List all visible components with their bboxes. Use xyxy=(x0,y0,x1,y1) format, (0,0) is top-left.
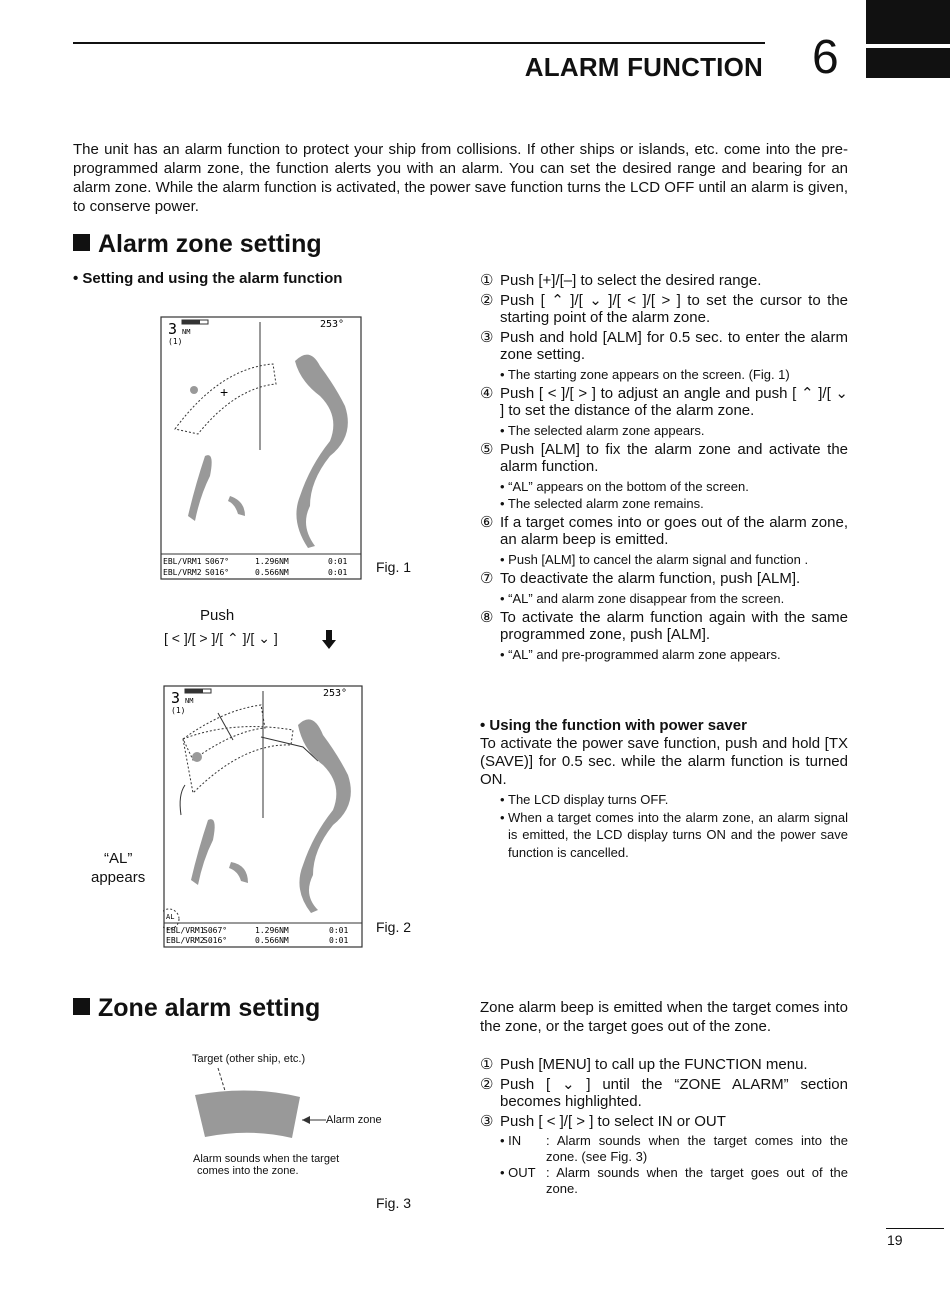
subheading-setting: • Setting and using the alarm function xyxy=(73,270,343,287)
step-3: ③ Push and hold [ALM] for 0.5 sec. to enter the alarm zone setting. xyxy=(480,329,848,363)
down-arrow-icon xyxy=(322,630,336,650)
power-saver-heading: • Using the function with power saver xyxy=(480,717,747,734)
range-value: 3 xyxy=(168,320,178,338)
zone-step-1: ① Push [MENU] to call up the FUNCTION menu. xyxy=(480,1056,808,1073)
ebl-vrm1-time: 0:01 xyxy=(329,926,349,935)
step-3-note: • The starting zone appears on the screen. (Fig. 1) xyxy=(500,367,790,382)
ebl-vrm1-distance: 1.296NM xyxy=(255,557,289,566)
step-7-note: • “AL” and alarm zone disappear from the screen. xyxy=(500,591,785,606)
ebl-vrm2-time: 0:01 xyxy=(328,568,348,577)
power-saver-note-1: • The LCD display turns OFF. xyxy=(500,792,669,807)
intro-paragraph: The unit has an alarm function to protect your ship from collisions. If other ships or islands, etc. come into the pre-programmed alarm zone, the function alerts you with an alarm. You can set the desired range and bearing for an alarm zone. While the alarm function is activated, the power save function turns the LCD OFF until an alarm is given, to conserve power. xyxy=(73,141,848,215)
zone-step-2: ② Push [ ⌄ ] until the “ZONE ALARM” section becomes highlighted. xyxy=(480,1076,848,1110)
range-sub: (1) xyxy=(168,337,183,346)
fig3-zone-label: Alarm zone xyxy=(326,1114,382,1126)
range-unit: NM xyxy=(182,328,191,336)
push-keys: [ < ]/[ > ]/[ ⌃ ]/[ ⌄ ] xyxy=(164,630,278,646)
push-label: Push xyxy=(200,607,235,624)
step-8-note: • “AL” and pre-programmed alarm zone appears. xyxy=(500,647,781,662)
ebl-vrm2-distance: 0.566NM xyxy=(255,936,289,945)
fig3-target-label: Target (other ship, etc.) xyxy=(192,1053,306,1065)
section-heading-text: Zone alarm setting xyxy=(98,994,321,1022)
range-unit: NM xyxy=(185,697,194,705)
page-title: ALARM FUNCTION xyxy=(524,52,763,82)
page-number: 19 xyxy=(887,1232,903,1248)
step-5: ⑤ Push [ALM] to fix the alarm zone and activate the alarm function. xyxy=(480,441,848,475)
ebl-vrm2-label: EBL/VRM2 xyxy=(166,936,205,945)
radar-screen-fig1 xyxy=(160,316,362,580)
ebl-vrm1-label: EBL/VRM1 xyxy=(163,557,202,566)
fig1-label: Fig. 1 xyxy=(376,559,412,575)
power-saver-note-2: • When a target comes into the alarm zone, an alarm signal is emitted, the LCD display turns ON and the power save function is cancelled. xyxy=(500,809,848,860)
heading-square-icon xyxy=(73,234,90,251)
radar-screen-fig2 xyxy=(163,685,363,948)
chapter-tab-bottom xyxy=(866,48,950,78)
fig3-caption-2: comes into the zone. xyxy=(197,1165,299,1177)
section-heading-text: Alarm zone setting xyxy=(98,230,322,258)
step-6-note: • Push [ALM] to cancel the alarm signal and function . xyxy=(500,552,809,567)
step-4-note: • The selected alarm zone appears. xyxy=(500,423,705,438)
range-sub: (1) xyxy=(171,706,186,715)
header-rule xyxy=(73,42,765,44)
option-in: • IN : Alarm sounds when the target comes into the zone. (see Fig. 3) xyxy=(500,1133,848,1164)
step-2: ② Push [ ⌃ ]/[ ⌄ ]/[ < ]/[ > ] to set the cursor to the starting point of the alarm zone. xyxy=(480,292,848,326)
step-4: ④ Push [ < ]/[ > ] to adjust an angle and push [ ⌃ ]/[ ⌄ ] to set the distance of the alarm zone. xyxy=(480,385,848,419)
zone-alarm-steps xyxy=(480,1056,848,1197)
zone-alarm-intro: Zone alarm beep is emitted when the target comes into the zone, or the target goes out of the zone. xyxy=(480,999,848,1035)
alarm-steps xyxy=(480,272,848,663)
option-out: • OUT : Alarm sounds when the target goes out of the zone. xyxy=(500,1165,848,1196)
al-appears-line2: appears xyxy=(91,869,146,886)
al-appears-line1: “AL” xyxy=(104,850,133,867)
zone-step-3: ③ Push [ < ]/[ > ] to select IN or OUT xyxy=(480,1113,726,1130)
alarm-zone-diagram xyxy=(190,1065,390,1145)
section-heading-alarm-zone xyxy=(73,230,322,259)
ebl-vrm1-distance: 1.296NM xyxy=(255,926,289,935)
ebl-vrm2-label: EBL/VRM2 xyxy=(163,568,202,577)
power-saver-block xyxy=(480,717,848,861)
step-1: ① Push [+]/[–] to select the desired range. xyxy=(480,272,762,289)
range-value: 3 xyxy=(171,689,181,707)
ebl-vrm2-bearing: S016° xyxy=(203,936,228,945)
power-saver-text: To activate the power save function, push and hold [TX (SAVE)] for 0.5 sec. while the alarm function is turned ON. xyxy=(480,735,848,788)
ebl-vrm2-time: 0:01 xyxy=(329,936,349,945)
ebl-vrm1-bearing: S067° xyxy=(205,557,230,566)
fig3-caption-1: Alarm sounds when the target xyxy=(193,1153,340,1165)
cursor-icon: + xyxy=(220,384,229,400)
step-7: ⑦ To deactivate the alarm function, push [ALM]. xyxy=(480,570,801,587)
ebl-vrm2-bearing: S016° xyxy=(205,568,230,577)
ebl-vrm1-label: EBL/VRM1 xyxy=(166,926,205,935)
footer-rule xyxy=(886,1228,944,1229)
heading-readout: 253° xyxy=(323,688,348,699)
chapter-tab-top xyxy=(866,0,950,44)
heading-readout: 253° xyxy=(320,319,345,330)
step-8: ⑧ To activate the alarm function again with the same programmed zone, push [ALM]. xyxy=(480,609,848,643)
section-heading-zone-alarm xyxy=(73,994,320,1023)
chapter-number: 6 xyxy=(812,31,839,84)
heading-square-icon xyxy=(73,998,90,1015)
ebl-vrm2-distance: 0.566NM xyxy=(255,568,289,577)
step-6: ⑥ If a target comes into or goes out of the alarm zone, an alarm beep is emitted. xyxy=(480,514,848,548)
ebl-vrm1-time: 0:01 xyxy=(328,557,348,566)
step-5-note-2: • The selected alarm zone remains. xyxy=(500,496,704,511)
ebl-vrm1-bearing: S067° xyxy=(203,926,228,935)
fig3-label: Fig. 3 xyxy=(376,1195,412,1211)
step-5-note-1: • “AL” appears on the bottom of the screen. xyxy=(500,479,749,494)
fig2-label: Fig. 2 xyxy=(376,919,412,935)
al-indicator: AL xyxy=(166,913,175,921)
